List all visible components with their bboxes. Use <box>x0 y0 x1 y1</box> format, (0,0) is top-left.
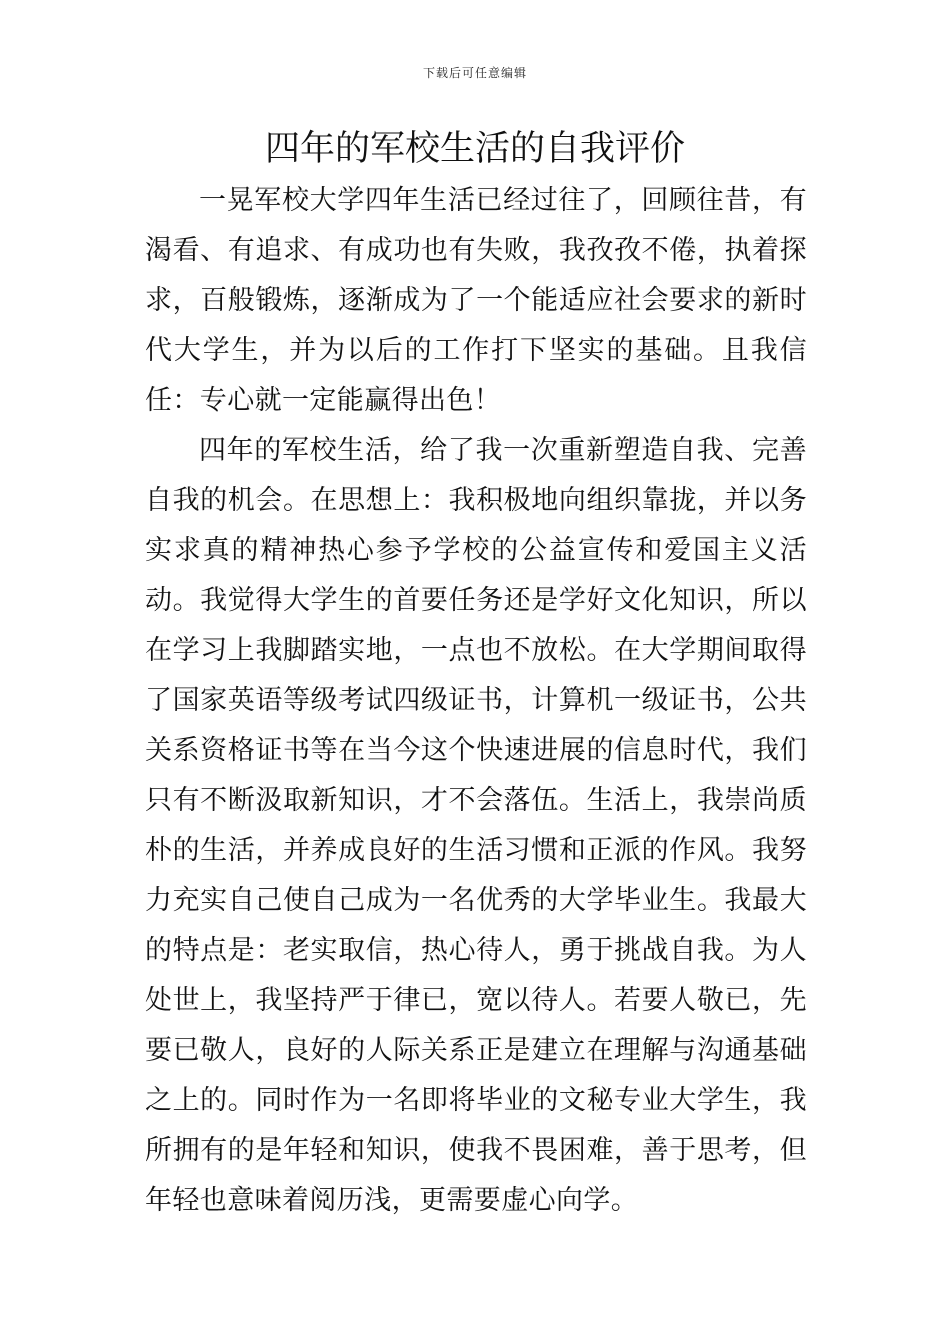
document-body <box>145 176 807 1226</box>
document-title: 四年的军校生活的自我评价 <box>264 129 685 169</box>
paragraph-main: 四年的军校生活，给了我一次重新塑造自我、完善自我的机会。在思想上：我积极地向组织靠拢，并以务实求真的精神热心参予学校的公益宣传和爱国主义活动。我觉得大学生的首要任务还是学好文化知识，所以在学习上我脚踏实地，一点也不放松。在大学期间取得了国家英语等级考试四级证书，计算机一级证书，公共关系资格证书等在当今这个快速进展的信息时代，我们只有不断汲取新知识，才不会落伍。生活上，我崇尚质朴的生活，并养成良好的生活习惯和正派的作风。我努力充实自己使自己成为一名优秀的大学毕业生。我最大的特点是：老实取信，热心待人，勇于挑战自我。为人处世上，我坚持严于律已，宽以待人。若要人敬已，先要已敬人，良好的人际关系正是建立在理解与沟通基础之上的。同时作为一名即将毕业的文秘专业大学生，我所拥有的是年轻和知识，使我不畏困难，善于思考，但年轻也意味着阅历浅，更需要虚心向学。 <box>145 435 807 1216</box>
paragraph-intro: 一晃军校大学四年生活已经过往了，回顾往昔，有渴看、有追求、有成功也有失败，我孜孜不倦，执着探求，百般锻炼，逐渐成为了一个能适应社会要求的新时代大学生，并为以后的工作打下坚实的基础。且我信任：专心就一定能赢得出色！ <box>145 185 807 416</box>
header-note: 下载后可任意编辑 <box>422 66 527 80</box>
